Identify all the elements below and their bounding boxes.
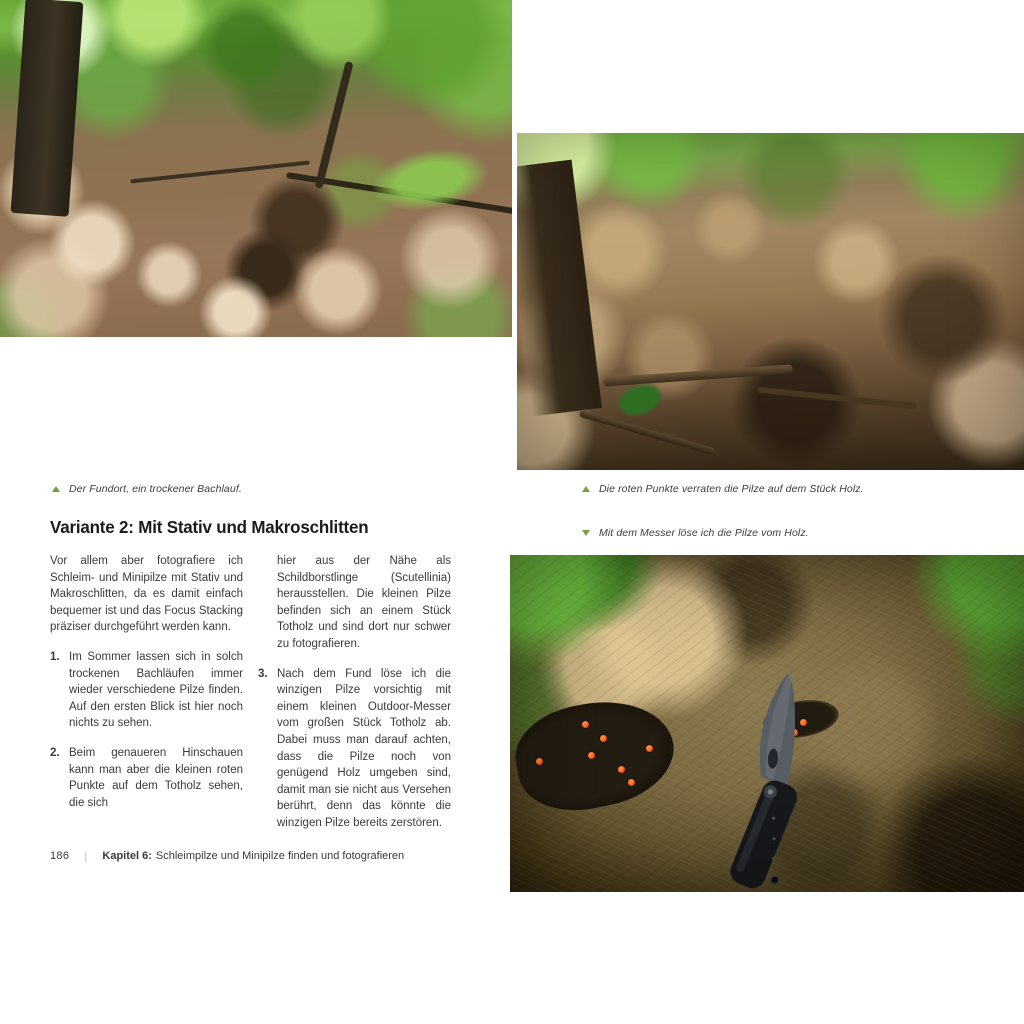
page-footer bbox=[50, 849, 404, 863]
caption-left-photo bbox=[52, 483, 242, 495]
list-item-2-continued: hier aus der Nähe als Schildborstlinge (Scutellinia) herausstellen. Die kleinen Pilze befinden sich an einem Stück Totholz und sind dort nur schwer zu fotografieren. bbox=[277, 555, 451, 650]
up-triangle-icon bbox=[582, 486, 590, 492]
intro-paragraph: Vor allem aber fotografiere ich Schleim- und Minipilze mit Stativ und Makroschlitten, da es damit einfach bequemer ist und das Focus Stacking präziser durchgeführt werden kann. bbox=[50, 555, 243, 634]
caption-right-photo bbox=[582, 483, 864, 495]
list-item-3 bbox=[258, 666, 451, 832]
caption-text: Mit dem Messer löse ich die Pilze vom Holz. bbox=[599, 527, 809, 539]
photo-leaf-litter-mound bbox=[517, 133, 1024, 470]
list-number: 3. bbox=[258, 667, 268, 680]
text-column-right bbox=[258, 553, 451, 845]
section-heading: Variante 2: Mit Stativ und Makroschlitten bbox=[50, 517, 369, 537]
footer-separator: | bbox=[84, 849, 88, 863]
list-number: 1. bbox=[50, 650, 60, 663]
chapter-label: Kapitel 6: bbox=[102, 850, 152, 862]
up-triangle-icon bbox=[52, 486, 60, 492]
page-number: 186 bbox=[50, 850, 70, 862]
caption-text: Die roten Punkte verraten die Pilze auf dem Stück Holz. bbox=[599, 483, 864, 495]
list-item-1 bbox=[50, 649, 243, 732]
list-text: Im Sommer lassen sich in solch trockenen Bachläufen immer wieder verschiedene Pilze finden. Auf den ersten Blick ist hier noch nichts zu sehen. bbox=[69, 650, 243, 730]
chapter-title: Schleimpilze und Minipilze finden und fotografieren bbox=[155, 850, 405, 862]
vignette bbox=[510, 555, 1024, 892]
caption-text: Der Fundort, ein trockener Bachlauf. bbox=[69, 483, 242, 495]
list-text: Nach dem Fund löse ich die winzigen Pilze vorsichtig mit einem kleinen Outdoor-Messer vom großen Stück Totholz ab. Dabei muss man darauf achten, dass die Pilze noch von genügend Holz umgeben sind, damit man sie nicht aus Versehen berührt, denn das könnte die winzigen Pilze bereits zerstören. bbox=[277, 667, 451, 829]
down-triangle-icon bbox=[582, 530, 590, 536]
list-text: Beim genaueren Hinschauen kann man aber die kleinen roten Punkte auf dem Totholz sehen, die sich bbox=[69, 746, 243, 809]
list-number: 2. bbox=[50, 746, 60, 759]
vignette bbox=[517, 133, 1024, 470]
list-item-2 bbox=[50, 745, 243, 811]
photo-dry-creek-bed bbox=[0, 0, 512, 337]
photo-knife-on-forest-floor bbox=[510, 555, 1024, 892]
caption-bottom-photo bbox=[582, 527, 809, 539]
text-column-left bbox=[50, 553, 243, 824]
